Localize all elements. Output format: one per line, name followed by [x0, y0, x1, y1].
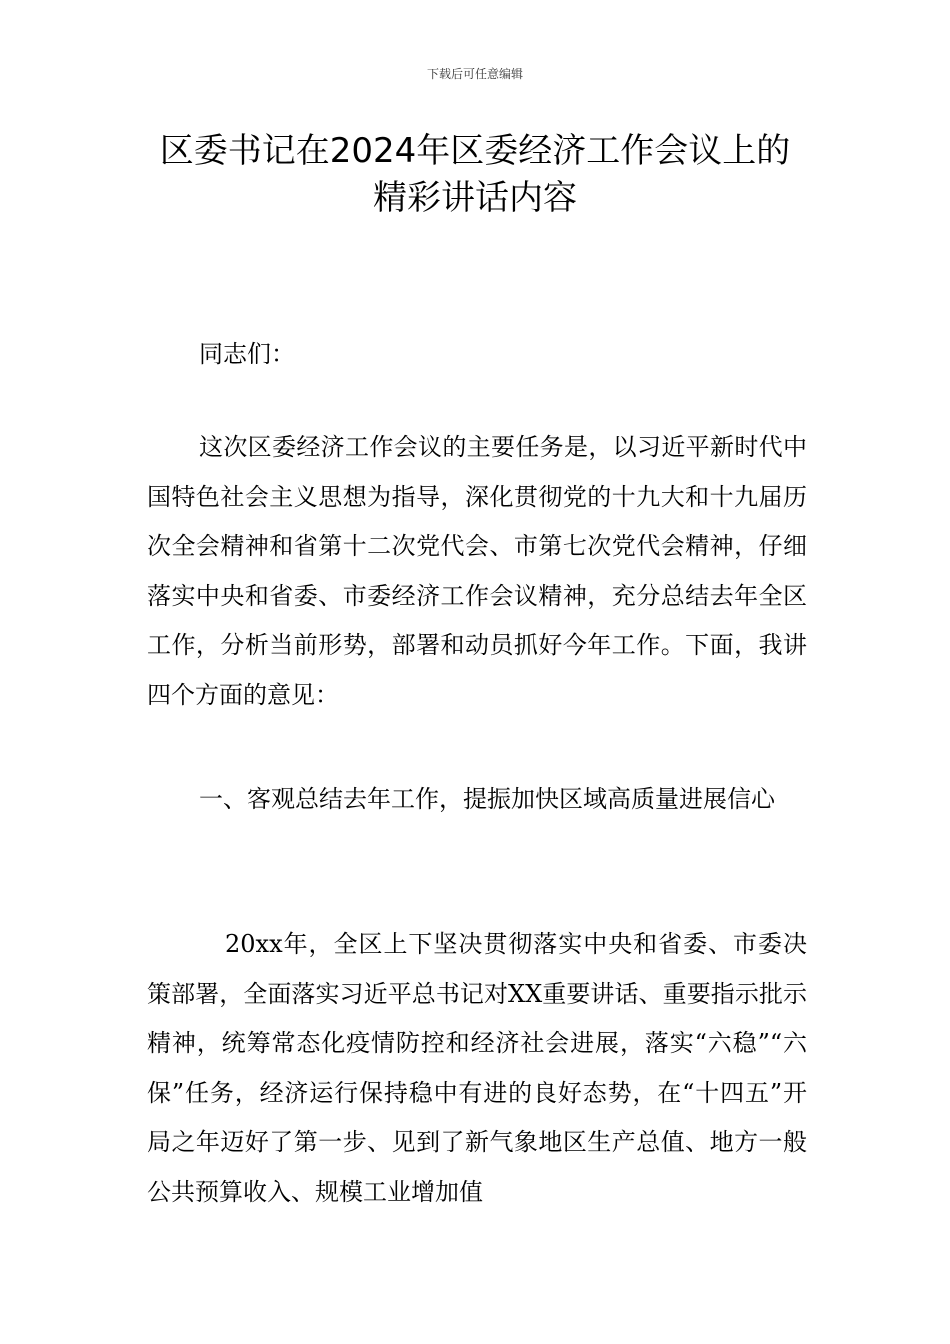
title-line-1: 区委书记在2024年区委经济工作会议上的	[159, 131, 791, 171]
section-heading-1: 一、客观总结去年工作，提振加快区域高质量进展信心	[199, 785, 775, 813]
salutation: 同志们：	[199, 340, 295, 368]
paragraph-intro: 这次区委经济工作会议的主要任务是，以习近平新时代中国特色社会主义思想为指导，深化贯彻党的十九大和十九届历次全会精神和省第十二次党代会、市第七次党代会精神，仔细落实中央和省委、市委经济工作会议精神，充分总结去年全区工作，分析当前形势，部署和动员抓好今年工作。下面，我讲四个方面的意见：	[147, 433, 807, 709]
page-header-note: 下载后可任意编辑	[426, 67, 523, 81]
title-line-2: 精彩讲话内容	[373, 178, 577, 218]
document-title	[100, 128, 850, 222]
paragraph-review: 20xx年，全区上下坚决贯彻落实中央和省委、市委决策部署，全面落实习近平总书记对XX重要讲话、重要指示批示精神，统筹常态化疫情防控和经济社会进展，落实“六稳”“六保”任务，经济运行保持稳中有进的良好态势，在“十四五”开局之年迈好了第一步、见到了新气象地区生产总值、地方一般公共预算收入、规模工业增加值	[147, 930, 807, 1206]
